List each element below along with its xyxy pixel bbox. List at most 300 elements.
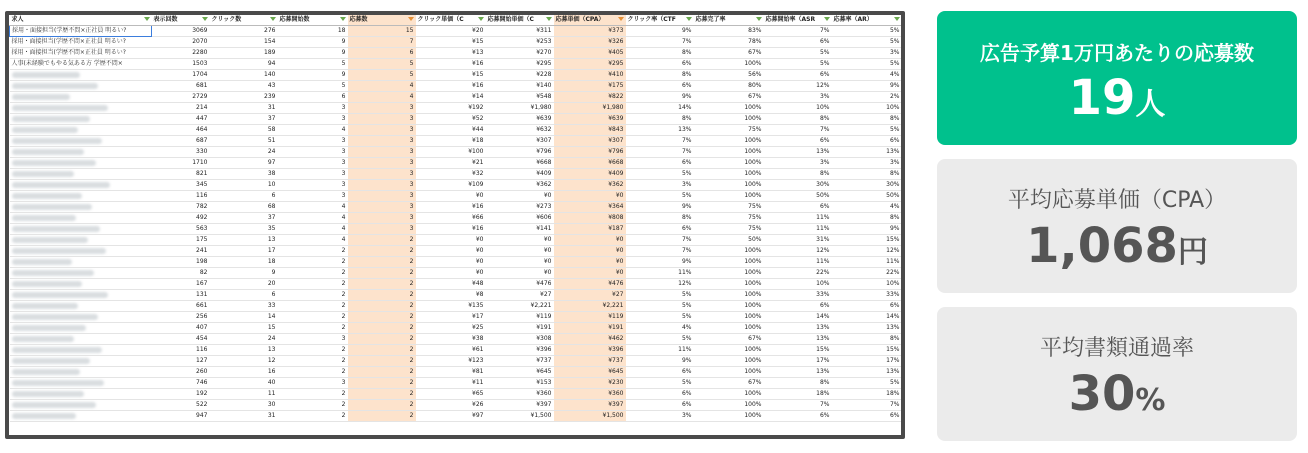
table-cell[interactable]: 38	[210, 169, 278, 180]
column-header[interactable]: クリック単価（C	[416, 15, 486, 26]
filter-dropdown-icon[interactable]	[478, 17, 484, 21]
table-cell[interactable]: 189	[210, 48, 278, 59]
job-title-cell[interactable]: 採用・面接担当(学歴不問×正社員 明るい?	[10, 26, 152, 37]
job-title-cell[interactable]	[10, 125, 152, 136]
table-cell[interactable]: 50%	[694, 235, 764, 246]
table-cell[interactable]: ¥61	[416, 345, 486, 356]
table-cell[interactable]: 2	[348, 268, 416, 279]
table-cell[interactable]: 5%	[626, 301, 694, 312]
table-cell[interactable]: 3	[278, 114, 348, 125]
table-cell[interactable]: ¥0	[486, 268, 554, 279]
table-cell[interactable]: ¥0	[416, 191, 486, 202]
table-cell[interactable]: 18	[210, 257, 278, 268]
table-cell[interactable]: 3	[348, 202, 416, 213]
table-cell[interactable]: ¥311	[486, 26, 554, 37]
job-title-cell[interactable]: 採用・面接担当(学歴不問×正社員 明るい?	[10, 37, 152, 48]
table-cell[interactable]: 100%	[694, 345, 764, 356]
table-cell[interactable]: 5%	[626, 290, 694, 301]
table-cell[interactable]: 5%	[832, 378, 902, 389]
column-header[interactable]: 応募開始数	[278, 15, 348, 26]
table-cell[interactable]: ¥0	[554, 268, 626, 279]
table-cell[interactable]: 2	[278, 279, 348, 290]
table-cell[interactable]: 37	[210, 213, 278, 224]
table-cell[interactable]: 15	[348, 26, 416, 37]
job-title-cell[interactable]	[10, 92, 152, 103]
table-cell[interactable]: ¥0	[416, 246, 486, 257]
table-cell[interactable]: 24	[210, 147, 278, 158]
table-cell[interactable]: 330	[152, 147, 210, 158]
table-cell[interactable]: 947	[152, 411, 210, 422]
table-cell[interactable]: 11%	[764, 213, 832, 224]
table-cell[interactable]: 31	[210, 411, 278, 422]
table-cell[interactable]: 9%	[626, 92, 694, 103]
table-cell[interactable]: ¥396	[486, 345, 554, 356]
filter-dropdown-icon[interactable]	[618, 17, 624, 21]
table-cell[interactable]: 6%	[764, 37, 832, 48]
table-cell[interactable]: 214	[152, 103, 210, 114]
table-cell[interactable]: 31	[210, 103, 278, 114]
filter-dropdown-icon[interactable]	[894, 17, 900, 21]
table-cell[interactable]: 8%	[764, 169, 832, 180]
table-cell[interactable]: ¥822	[554, 92, 626, 103]
table-cell[interactable]: 522	[152, 400, 210, 411]
table-cell[interactable]: 13%	[626, 125, 694, 136]
table-cell[interactable]: 13%	[764, 323, 832, 334]
table-cell[interactable]: 4%	[626, 323, 694, 334]
table-cell[interactable]: ¥476	[486, 279, 554, 290]
table-cell[interactable]: 7%	[764, 26, 832, 37]
table-cell[interactable]: ¥0	[486, 235, 554, 246]
table-cell[interactable]: 13%	[832, 367, 902, 378]
table-cell[interactable]: 5%	[626, 378, 694, 389]
table-cell[interactable]: 5	[348, 70, 416, 81]
table-cell[interactable]: ¥295	[486, 59, 554, 70]
job-title-cell[interactable]: 採用・面接担当(学歴不問×正社員 明るい?	[10, 48, 152, 59]
table-cell[interactable]: 2	[348, 301, 416, 312]
table-cell[interactable]: 35	[210, 224, 278, 235]
table-cell[interactable]: 9%	[626, 26, 694, 37]
table-cell[interactable]: ¥326	[554, 37, 626, 48]
job-title-cell[interactable]	[10, 367, 152, 378]
table-cell[interactable]: 94	[210, 59, 278, 70]
column-header[interactable]: クリック数	[210, 15, 278, 26]
table-cell[interactable]: ¥843	[554, 125, 626, 136]
table-cell[interactable]: ¥187	[554, 224, 626, 235]
table-cell[interactable]: ¥796	[486, 147, 554, 158]
table-cell[interactable]: 100%	[694, 59, 764, 70]
job-title-cell[interactable]	[10, 235, 152, 246]
table-cell[interactable]: 7%	[764, 125, 832, 136]
table-cell[interactable]: 3	[278, 334, 348, 345]
table-cell[interactable]: ¥364	[554, 202, 626, 213]
table-cell[interactable]: ¥2,221	[554, 301, 626, 312]
table-cell[interactable]: ¥273	[486, 202, 554, 213]
table-cell[interactable]: 33%	[764, 290, 832, 301]
table-cell[interactable]: 2	[348, 257, 416, 268]
table-cell[interactable]: 100%	[694, 114, 764, 125]
table-cell[interactable]: 5%	[626, 191, 694, 202]
table-cell[interactable]: 6%	[764, 70, 832, 81]
table-cell[interactable]: 7%	[626, 147, 694, 158]
table-cell[interactable]: 8%	[626, 70, 694, 81]
table-cell[interactable]: ¥11	[416, 378, 486, 389]
table-cell[interactable]: 100%	[694, 136, 764, 147]
job-title-cell[interactable]	[10, 114, 152, 125]
job-title-cell[interactable]	[10, 70, 152, 81]
table-cell[interactable]: 13%	[764, 334, 832, 345]
table-cell[interactable]: 43	[210, 81, 278, 92]
table-cell[interactable]: ¥16	[416, 59, 486, 70]
table-cell[interactable]: ¥270	[486, 48, 554, 59]
table-cell[interactable]: ¥548	[486, 92, 554, 103]
table-cell[interactable]: 11%	[832, 257, 902, 268]
table-cell[interactable]: 10%	[832, 279, 902, 290]
table-cell[interactable]: 154	[210, 37, 278, 48]
table-cell[interactable]: 16	[210, 367, 278, 378]
table-cell[interactable]: 100%	[694, 257, 764, 268]
job-title-cell[interactable]	[10, 400, 152, 411]
table-cell[interactable]: ¥119	[554, 312, 626, 323]
table-cell[interactable]: 4	[278, 125, 348, 136]
table-cell[interactable]: 9%	[832, 81, 902, 92]
table-cell[interactable]: 2	[348, 411, 416, 422]
table-cell[interactable]: 3%	[832, 48, 902, 59]
table-cell[interactable]: 6	[210, 290, 278, 301]
table-cell[interactable]: 1503	[152, 59, 210, 70]
table-cell[interactable]: 13%	[832, 147, 902, 158]
table-cell[interactable]: 100%	[694, 103, 764, 114]
table-cell[interactable]: ¥153	[486, 378, 554, 389]
table-cell[interactable]: 97	[210, 158, 278, 169]
table-cell[interactable]: 5%	[626, 169, 694, 180]
table-cell[interactable]: 11%	[626, 345, 694, 356]
table-cell[interactable]: 6%	[832, 136, 902, 147]
table-cell[interactable]: 22%	[832, 268, 902, 279]
table-cell[interactable]: 100%	[694, 323, 764, 334]
table-cell[interactable]: 3	[278, 180, 348, 191]
table-cell[interactable]: 2	[278, 268, 348, 279]
table-cell[interactable]: 1704	[152, 70, 210, 81]
table-cell[interactable]: 3	[348, 224, 416, 235]
table-cell[interactable]: ¥373	[554, 26, 626, 37]
table-cell[interactable]: 58	[210, 125, 278, 136]
table-cell[interactable]: ¥16	[416, 202, 486, 213]
table-cell[interactable]: 6	[348, 48, 416, 59]
table-cell[interactable]: ¥66	[416, 213, 486, 224]
table-cell[interactable]: 2	[348, 279, 416, 290]
table-cell[interactable]: 9	[210, 268, 278, 279]
table-cell[interactable]: 17	[210, 246, 278, 257]
table-cell[interactable]: ¥405	[554, 48, 626, 59]
table-cell[interactable]: ¥18	[416, 136, 486, 147]
table-cell[interactable]: ¥16	[416, 81, 486, 92]
job-title-cell[interactable]	[10, 268, 152, 279]
table-cell[interactable]: 100%	[694, 279, 764, 290]
table-cell[interactable]: 100%	[694, 147, 764, 158]
table-cell[interactable]: ¥639	[486, 114, 554, 125]
table-cell[interactable]: 2	[348, 345, 416, 356]
filter-dropdown-icon[interactable]	[202, 17, 208, 21]
table-cell[interactable]: 2	[348, 235, 416, 246]
table-cell[interactable]: ¥737	[486, 356, 554, 367]
table-cell[interactable]: 10	[210, 180, 278, 191]
job-title-cell[interactable]	[10, 334, 152, 345]
table-cell[interactable]: 10%	[764, 279, 832, 290]
table-cell[interactable]: ¥228	[486, 70, 554, 81]
table-cell[interactable]: ¥191	[554, 323, 626, 334]
table-cell[interactable]: ¥0	[554, 191, 626, 202]
table-cell[interactable]: 6%	[626, 367, 694, 378]
table-cell[interactable]: ¥16	[416, 224, 486, 235]
table-cell[interactable]: 100%	[694, 312, 764, 323]
table-cell[interactable]: 3	[278, 169, 348, 180]
filter-dropdown-icon[interactable]	[408, 17, 414, 21]
table-cell[interactable]: 6%	[626, 158, 694, 169]
table-cell[interactable]: ¥668	[486, 158, 554, 169]
table-cell[interactable]: 100%	[694, 301, 764, 312]
table-cell[interactable]: 6	[278, 92, 348, 103]
table-cell[interactable]: ¥1,980	[486, 103, 554, 114]
table-cell[interactable]: ¥668	[554, 158, 626, 169]
table-cell[interactable]: 9%	[626, 356, 694, 367]
table-cell[interactable]: 6%	[626, 400, 694, 411]
table-cell[interactable]: 256	[152, 312, 210, 323]
table-cell[interactable]: 11%	[764, 224, 832, 235]
table-cell[interactable]: ¥362	[554, 180, 626, 191]
table-cell[interactable]: 5%	[832, 37, 902, 48]
table-cell[interactable]: 75%	[694, 213, 764, 224]
table-cell[interactable]: 276	[210, 26, 278, 37]
table-cell[interactable]: 7	[348, 37, 416, 48]
table-cell[interactable]: ¥360	[486, 389, 554, 400]
table-cell[interactable]: 33	[210, 301, 278, 312]
table-cell[interactable]: 5%	[626, 334, 694, 345]
table-cell[interactable]: 100%	[694, 246, 764, 257]
table-cell[interactable]: 2	[278, 290, 348, 301]
table-cell[interactable]: 12%	[832, 246, 902, 257]
job-title-cell[interactable]	[10, 246, 152, 257]
table-cell[interactable]: 3	[278, 378, 348, 389]
job-title-cell[interactable]	[10, 378, 152, 389]
table-cell[interactable]: 100%	[694, 158, 764, 169]
table-cell[interactable]: 746	[152, 378, 210, 389]
table-cell[interactable]: 78%	[694, 37, 764, 48]
table-cell[interactable]: ¥52	[416, 114, 486, 125]
table-cell[interactable]: 2070	[152, 37, 210, 48]
table-cell[interactable]: ¥38	[416, 334, 486, 345]
table-cell[interactable]: 7%	[626, 246, 694, 257]
table-cell[interactable]: ¥1,500	[554, 411, 626, 422]
table-cell[interactable]: 821	[152, 169, 210, 180]
column-header[interactable]: 応募率（AR）	[832, 15, 902, 26]
table-cell[interactable]: 13%	[764, 367, 832, 378]
table-cell[interactable]: ¥396	[554, 345, 626, 356]
table-cell[interactable]: 2	[278, 312, 348, 323]
table-cell[interactable]: ¥17	[416, 312, 486, 323]
table-cell[interactable]: 67%	[694, 48, 764, 59]
table-cell[interactable]: 67%	[694, 92, 764, 103]
table-cell[interactable]: 2	[348, 312, 416, 323]
table-cell[interactable]: 2	[348, 400, 416, 411]
table-cell[interactable]: 3%	[626, 411, 694, 422]
table-cell[interactable]: 2	[348, 378, 416, 389]
table-cell[interactable]: 8%	[832, 169, 902, 180]
table-cell[interactable]: 4	[278, 235, 348, 246]
column-header[interactable]: 表示回数	[152, 15, 210, 26]
table-cell[interactable]: 100%	[694, 169, 764, 180]
table-cell[interactable]: ¥362	[486, 180, 554, 191]
table-cell[interactable]: 7%	[626, 37, 694, 48]
table-cell[interactable]: 100%	[694, 356, 764, 367]
column-header[interactable]: 応募単価（CPA）	[554, 15, 626, 26]
table-cell[interactable]: 56%	[694, 70, 764, 81]
table-cell[interactable]: 3	[348, 147, 416, 158]
table-cell[interactable]: 661	[152, 301, 210, 312]
table-cell[interactable]: ¥15	[416, 37, 486, 48]
table-cell[interactable]: ¥141	[486, 224, 554, 235]
table-cell[interactable]: 192	[152, 389, 210, 400]
table-cell[interactable]: 2	[278, 301, 348, 312]
table-cell[interactable]: 2	[278, 411, 348, 422]
table-cell[interactable]: ¥119	[486, 312, 554, 323]
table-cell[interactable]: ¥360	[554, 389, 626, 400]
table-cell[interactable]: ¥191	[486, 323, 554, 334]
table-cell[interactable]: ¥8	[416, 290, 486, 301]
table-cell[interactable]: 12%	[764, 81, 832, 92]
table-cell[interactable]: 175	[152, 235, 210, 246]
table-cell[interactable]: 9%	[626, 257, 694, 268]
table-cell[interactable]: 447	[152, 114, 210, 125]
table-cell[interactable]: ¥25	[416, 323, 486, 334]
table-cell[interactable]: 33%	[832, 290, 902, 301]
table-cell[interactable]: 18%	[832, 389, 902, 400]
table-cell[interactable]: 687	[152, 136, 210, 147]
job-title-cell[interactable]	[10, 202, 152, 213]
table-cell[interactable]: ¥796	[554, 147, 626, 158]
table-cell[interactable]: 3%	[832, 158, 902, 169]
job-title-cell[interactable]	[10, 323, 152, 334]
table-cell[interactable]: ¥410	[554, 70, 626, 81]
table-cell[interactable]: 17%	[764, 356, 832, 367]
table-cell[interactable]: 12	[210, 356, 278, 367]
table-cell[interactable]: 6%	[832, 411, 902, 422]
job-title-cell[interactable]	[10, 180, 152, 191]
table-cell[interactable]: ¥230	[554, 378, 626, 389]
table-cell[interactable]: 2	[278, 400, 348, 411]
table-cell[interactable]: 7%	[764, 400, 832, 411]
table-cell[interactable]: 6%	[626, 389, 694, 400]
table-cell[interactable]: ¥632	[486, 125, 554, 136]
table-cell[interactable]: 15%	[832, 345, 902, 356]
table-cell[interactable]: ¥737	[554, 356, 626, 367]
table-cell[interactable]: 3	[278, 147, 348, 158]
job-title-cell[interactable]	[10, 279, 152, 290]
table-cell[interactable]: 116	[152, 345, 210, 356]
table-cell[interactable]: 67%	[694, 378, 764, 389]
job-title-cell[interactable]	[10, 257, 152, 268]
table-cell[interactable]: ¥32	[416, 169, 486, 180]
table-cell[interactable]: 100%	[694, 191, 764, 202]
table-cell[interactable]: ¥0	[416, 235, 486, 246]
column-header[interactable]: 応募完了率	[694, 15, 764, 26]
table-cell[interactable]: ¥192	[416, 103, 486, 114]
table-cell[interactable]: 13%	[832, 323, 902, 334]
table-cell[interactable]: 3	[348, 136, 416, 147]
table-cell[interactable]: 2729	[152, 92, 210, 103]
table-cell[interactable]: 3069	[152, 26, 210, 37]
table-cell[interactable]: ¥140	[486, 81, 554, 92]
table-cell[interactable]: ¥808	[554, 213, 626, 224]
table-cell[interactable]: 10%	[832, 103, 902, 114]
column-header[interactable]: 応募数	[348, 15, 416, 26]
table-cell[interactable]: 75%	[694, 224, 764, 235]
table-cell[interactable]: 17%	[832, 356, 902, 367]
job-title-cell[interactable]	[10, 103, 152, 114]
table-cell[interactable]: 4%	[832, 70, 902, 81]
table-cell[interactable]: 239	[210, 92, 278, 103]
table-cell[interactable]: 15	[210, 323, 278, 334]
table-cell[interactable]: 30	[210, 400, 278, 411]
table-cell[interactable]: 681	[152, 81, 210, 92]
table-cell[interactable]: ¥2,221	[486, 301, 554, 312]
table-cell[interactable]: ¥0	[486, 257, 554, 268]
table-cell[interactable]: 13%	[764, 147, 832, 158]
table-cell[interactable]: ¥0	[554, 235, 626, 246]
table-cell[interactable]: ¥1,980	[554, 103, 626, 114]
table-cell[interactable]: ¥606	[486, 213, 554, 224]
job-title-cell[interactable]	[10, 411, 152, 422]
table-cell[interactable]: 13	[210, 235, 278, 246]
table-cell[interactable]: 7%	[626, 136, 694, 147]
table-cell[interactable]: 3	[348, 191, 416, 202]
table-cell[interactable]: ¥397	[554, 400, 626, 411]
table-cell[interactable]: 8%	[764, 378, 832, 389]
table-cell[interactable]: 3	[278, 136, 348, 147]
table-cell[interactable]: ¥0	[416, 257, 486, 268]
table-cell[interactable]: 14	[210, 312, 278, 323]
table-cell[interactable]: 12%	[626, 279, 694, 290]
table-cell[interactable]: 9%	[832, 224, 902, 235]
table-cell[interactable]: 6%	[764, 411, 832, 422]
table-cell[interactable]: 4	[278, 224, 348, 235]
table-cell[interactable]: 15%	[764, 345, 832, 356]
table-cell[interactable]: ¥13	[416, 48, 486, 59]
table-cell[interactable]: ¥14	[416, 92, 486, 103]
spreadsheet[interactable]	[9, 15, 901, 435]
table-cell[interactable]: 9	[278, 70, 348, 81]
table-cell[interactable]: 40	[210, 378, 278, 389]
table-cell[interactable]: ¥175	[554, 81, 626, 92]
table-cell[interactable]: 11	[210, 389, 278, 400]
table-cell[interactable]: ¥0	[486, 191, 554, 202]
table-cell[interactable]: 100%	[694, 411, 764, 422]
table-cell[interactable]: 3	[348, 158, 416, 169]
table-cell[interactable]: 82	[152, 268, 210, 279]
table-cell[interactable]: ¥27	[554, 290, 626, 301]
table-cell[interactable]: ¥253	[486, 37, 554, 48]
table-cell[interactable]: 3%	[764, 92, 832, 103]
table-cell[interactable]: 8%	[764, 114, 832, 125]
table-cell[interactable]: 100%	[694, 180, 764, 191]
table-cell[interactable]: 3%	[626, 180, 694, 191]
table-cell[interactable]: 14%	[626, 103, 694, 114]
table-cell[interactable]: 8%	[626, 213, 694, 224]
table-cell[interactable]: 100%	[694, 367, 764, 378]
table-cell[interactable]: 2	[348, 367, 416, 378]
table-cell[interactable]: 15%	[832, 235, 902, 246]
table-cell[interactable]: 5	[278, 59, 348, 70]
table-cell[interactable]: 8%	[832, 213, 902, 224]
